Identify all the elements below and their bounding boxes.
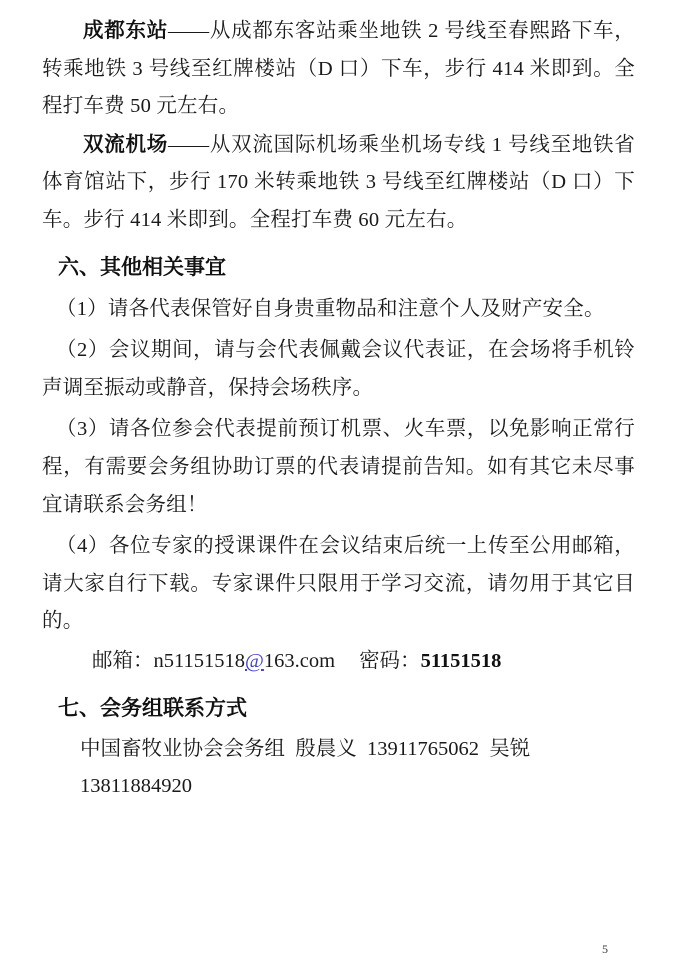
contact-line: 中国畜牧业协会会务组 殷晨义 13911765062 吴锐 13811884920 [80, 737, 531, 798]
notice-item-2: （2）会议期间，请与会代表佩戴会议代表证，在会场将手机铃声调至振动或静音，保持会场秩序。 [42, 339, 635, 399]
airport-name-bold: 双流机场 [83, 132, 168, 156]
paragraph-text: ——从双流国际机场乘坐机场专线 1 号线至地铁省体育馆站下，步行 170 米转乘地铁 3 号线至红牌楼站（D 口）下车。步行 414 米即到。全程打车费 60 元左右。 [42, 133, 635, 231]
email-domain-part: 163.com [263, 649, 336, 672]
section-7-heading: 七、会务组联系方式 [58, 696, 247, 720]
paragraph-chengdu-east-station [42, 12, 635, 126]
paragraph-shuangliu-airport [42, 126, 635, 240]
email-address[interactable] [154, 650, 336, 672]
mailbox-line [42, 643, 635, 681]
notice-item-1: （1）请各代表保管好自身贵重物品和注意个人及财产安全。 [56, 297, 605, 320]
notice-item-3: （3）请各位参会代表提前预订机票、火车票，以免影响正常行程，有需要会务组协助订票的代表请提前告知。如有其它未尽事宜请联系会务组！ [42, 418, 635, 516]
email-user-part: n51151518 [153, 649, 245, 672]
mailbox-label: 邮箱： [92, 649, 154, 672]
section-6-heading: 六、其他相关事宜 [58, 255, 226, 279]
password-value: 51151518 [420, 649, 502, 672]
notice-item-4: （4）各位专家的授课课件在会议结束后统一上传至公用邮箱，请大家自行下载。专家课件只限用于学习交流，请勿用于其它目的。 [42, 535, 635, 633]
station-name-bold: 成都东站 [83, 19, 168, 42]
page-number: 5 [602, 942, 608, 956]
email-at-symbol: @ [245, 649, 264, 672]
password-label: 密码： [359, 649, 421, 672]
paragraph-text: ——从成都东客站乘坐地铁 2 号线至春熙路下车，转乘地铁 3 号线至红牌楼站（D 口）下车，步行 414 米即到。全程打车费 50 元左右。 [42, 20, 635, 118]
